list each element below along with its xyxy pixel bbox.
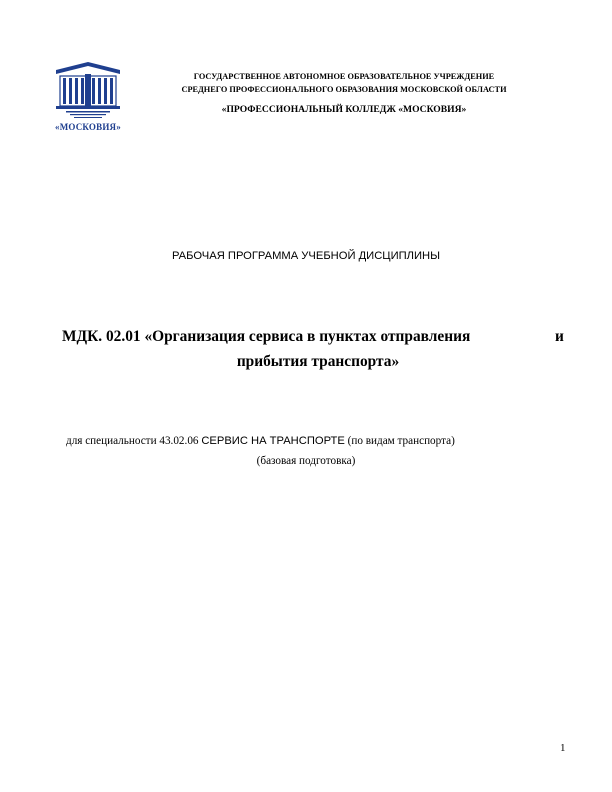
- building-logo-icon: [52, 60, 124, 122]
- specialty-prefix: для специальности 43.02.06: [66, 435, 199, 447]
- header-line-1: ГОСУДАРСТВЕННОЕ АВТОНОМНОЕ ОБРАЗОВАТЕЛЬНОЕ УЧРЕЖДЕНИЕ: [193, 72, 495, 81]
- logo-name: «МОСКОВИЯ»: [55, 122, 121, 132]
- header-college-name: «ПРОФЕССИОНАЛЬНЫЙ КОЛЛЕДЖ «МОСКОВИЯ»: [221, 104, 467, 115]
- specialty-suffix: (по видам транспорта): [347, 435, 455, 447]
- college-logo: [52, 60, 124, 134]
- specialty-line: [66, 435, 455, 447]
- discipline-title-line-1: МДК. 02.01 «Организация сервиса в пунктах отправления: [62, 328, 471, 345]
- discipline-title-line-2: прибытия транспорта»: [236, 353, 400, 370]
- header-line-2: СРЕДНЕГО ПРОФЕССИОНАЛЬНОГО ОБРАЗОВАНИЯ МОСКОВСКОЙ ОБЛАСТИ: [181, 85, 507, 94]
- specialty-name: СЕРВИС НА ТРАНСПОРТЕ: [201, 435, 345, 447]
- program-title: РАБОЧАЯ ПРОГРАММА УЧЕБНОЙ ДИСЦИПЛИНЫ: [171, 250, 441, 262]
- discipline-title-conjunction: и: [555, 328, 564, 345]
- training-level: (базовая подготовка): [256, 455, 356, 467]
- page-number: 1: [560, 742, 566, 754]
